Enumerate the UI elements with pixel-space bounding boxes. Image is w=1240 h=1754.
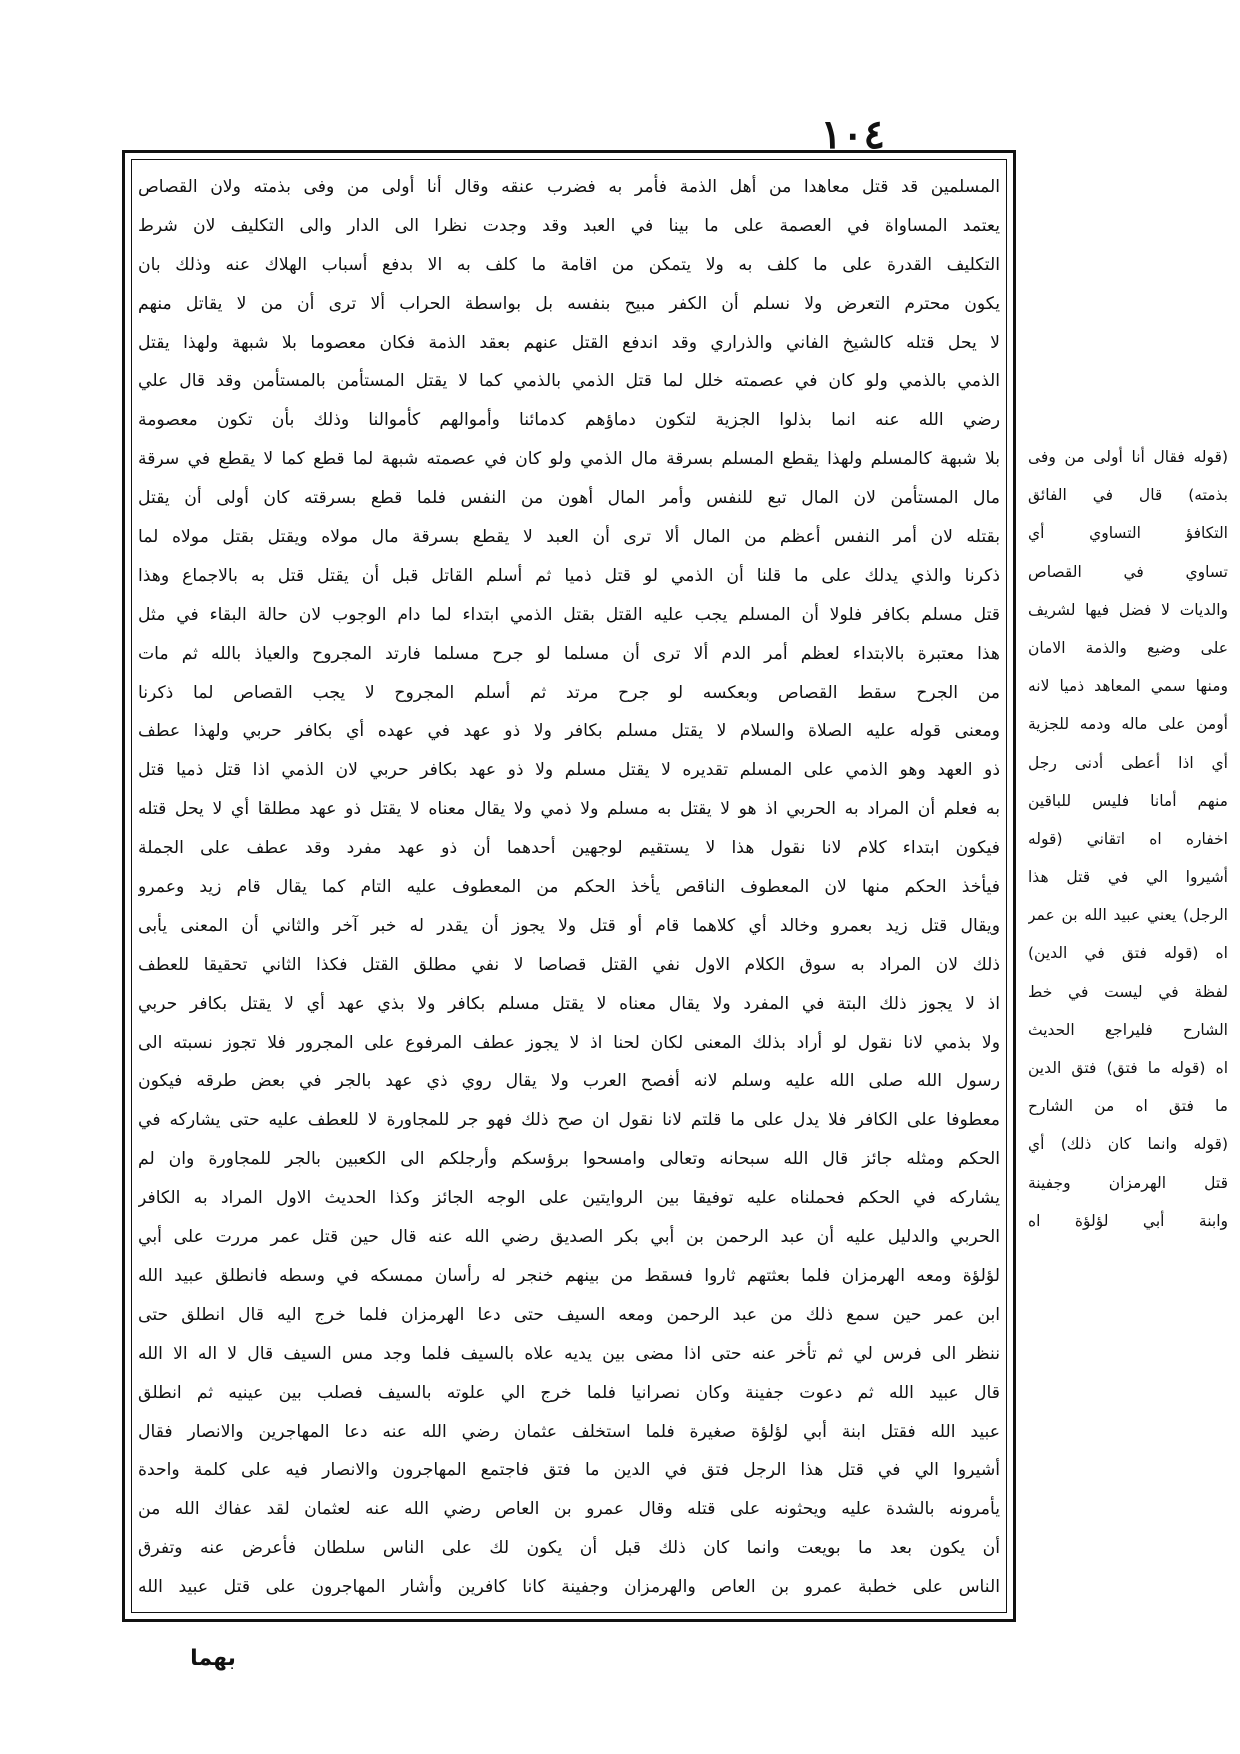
margin-note-line: أشيروا الي في قتل هذا [1028,868,1228,887]
margin-note-line: اه (قوله فتق في الدين) [1028,944,1228,963]
main-text-line: أشيروا الي في قتل هذا الرجل فتق في الدين ما فتق فاجتمع المهاجرون والانصار فيه على كلمة واحدة [138,1460,1000,1481]
margin-notes [1028,438,1228,1240]
main-text-line: اذ لا يجوز ذلك البتة في المفرد ولا يقال معناه لا يقتل مسلم بكافر ولا بذي عهد أي لا يقتل بكافر حربي [138,993,1000,1014]
margin-note-line: التكافؤ التساوي أي [1028,524,1228,543]
main-text-line: ويقال قتل زيد بعمرو وخالد أي كلاهما قام أو قتل ولا يجوز أن يقدر له خبر آخر والثاني أن المعنى يأبى [138,915,1000,936]
margin-note-line: لفظة في ليست في خط [1028,982,1228,1001]
margin-note-line: تساوي في القصاص [1028,562,1228,581]
main-text-line: رسول الله صلى الله عليه وسلم لانه أفصح العرب ولا يقال روي ذي عهد بالجر في بعض طرقه فيكون [138,1071,1000,1092]
margin-note-line: أومن على ماله ودمه للجزية [1028,715,1228,734]
margin-note-line: اخفاره اه اتقاني (قوله [1028,829,1228,848]
main-text-line: يشاركه في الحكم فحملناه عليه توفيقا بين الروايتين على الوجه الجائز وكذا الحديث الاول المراد به الكافر [138,1188,1000,1209]
margin-note-line: (قوله فقال أنا أولى من وفى [1028,448,1228,466]
margin-note-line: والديات لا فضل فيها لشريف [1028,600,1228,619]
main-text-line: يكون محترم التعرض ولا نسلم أن الكفر مبيح بنفسه بل بواسطة الحراب ألا ترى أن من لا يقاتل منهم [138,293,1000,314]
margin-note-line: منهم أمانا فليس للباقين [1028,791,1228,810]
margin-note-line: (قوله وانما كان ذلك) أي [1028,1135,1228,1154]
main-text-line: ولا بذمي لانا نقول لو أراد بذلك المعنى لكان لحنا اذ لا يجوز عطف المرفوع على المجرور فلا تجوز نسبته الى [138,1032,1000,1053]
main-text-line: لا يحل قتله كالشيخ الفاني والذراري وقد اندفع القتل عنهم بعقد الذمة فكان معصوما بلا شبهة ولهذا يقتل [138,332,1000,353]
main-text-line: المسلمين قد قتل معاهدا من أهل الذمة فأمر به فضرب عنقه وقال أنا أولى من وفى بذمته ولان القصاص [138,177,1000,197]
margin-note-line: بذمته) قال في الفائق [1028,486,1228,505]
main-text-line: الناس على خطبة عمرو بن العاص والهرمزان وجفينة كانا كافرين وأشار المهاجرون على قتل عبيد الله [138,1577,1000,1598]
main-text-line: ابن عمر حين سمع ذلك من عبد الرحمن ومعه السيف حتى دعا الهرمزان فلما خرج اليه قال انطلق حتى [138,1304,1000,1325]
margin-note-line: ما فتق اه من الشارح [1028,1097,1228,1116]
main-text-line: هذا معتبرة بالابتداء لعظم أمر الدم ألا ترى أن مسلما لو جرح مسلما فارتد المجروح والعياذ بالله ثم مات [138,643,1000,664]
margin-note-line: أي اذا أعطى أدنى رجل [1028,753,1228,772]
margin-note-line: على وضيع والذمة الامان [1028,638,1228,657]
main-text-line: رضي الله عنه انما بذلوا الجزية لتكون دماؤهم كدمائنا وأموالهم كأموالنا وذلك بأن تكون معصومة [138,410,1000,431]
main-text-line: فيكون ابتداء كلام لانا نقول هذا لا يستقيم لوجهين أحدهما أن ذو عهد مفرد وقد عطف على الجملة [138,838,1000,859]
main-text-line: فيأخذ الحكم منها لان المعطوف الناقص يأخذ الحكم من المعطوف عليه التام كما يقال قام زيد وعمرو [138,877,1000,898]
main-text-line: قال عبيد الله ثم دعوت جفينة وكان نصرانيا فلما خرج الي علوته بالسيف فصلب بين عينيه ثم انطلق [138,1382,1000,1403]
main-text-line: ذكرنا والذي يدلك على ما قلنا أن الذمي لو قتل ذميا ثم أسلم القاتل قبل أن يقتل قتل به بالاجماع وهذا [138,565,1000,586]
margin-note-line: قتل الهرمزان وجفينة [1028,1173,1228,1192]
main-text-line: ذلك لان المراد به سوق الكلام الاول نفي القتل قصاصا لا نفي مطلق القتل فكذا الثاني تحقيقا للعطف [138,954,1000,975]
main-text-line: ومعنى قوله عليه الصلاة والسلام لا يقتل مسلم بكافر ولا ذو عهد في عهده أي بكافر حربي ولهذا عطف [138,721,1000,742]
main-text-line: معطوفا على الكافر فلا يدل على ما قلتم لانا نقول ان صح ذلك فهو جر للمجاورة لا للعطف عليه حتى يشاركه في [138,1110,1000,1131]
main-text-line: يأمرونه بالشدة عليه ويحثونه على قتله وقال عمرو بن العاص رضي الله عنه لعثمان لقد عفاك الله من [138,1499,1000,1520]
margin-note-line: الرجل) يعني عبيد الله بن عمر [1028,906,1228,925]
catchword: بهما [190,1646,236,1671]
main-text-line: الحكم ومثله جائز قال الله سبحانه وتعالى وامسحوا برؤسكم وأرجلكم الى الكعبين بالجر للمجاورة وان لم [138,1149,1000,1170]
main-text-line: ننظر الى فرس لي ثم تأخر عنه حتى اذا مضى بين يديه علاه بالسيف فلما وجد مس السيف قال لا اله الا الله [138,1343,1000,1364]
main-text-line: عبيد الله فقتل ابنة أبي لؤلؤة صغيرة فلما استخلف عثمان رضي الله عنه دعا المهاجرين والانصار فقال [138,1421,1000,1442]
margin-note-line: اه (قوله ما فتق) فتق الدين [1028,1059,1228,1077]
margin-note-line: ومنها سمي المعاهد ذميا لانه [1028,677,1228,696]
main-text-line: مال المستأمن لان المال تبع للنفس وأمر المال أهون من النفس فلما قطع بسرقته كان أولى أن يقتل [138,488,1000,509]
main-text-line: أن يكون بعد ما بويعت وانما كان ذلك قبل أن يكون لك على الناس سلطان فأعرض عنه وتفرق [138,1538,1000,1559]
main-text-block [138,168,1000,1608]
main-text-line: بقتله لان أمر النفس أعظم من المال ألا ترى أن العبد لا يقطع بسرقة مال مولاه ويقتل بقتل مولاه لما [138,527,1000,548]
main-text-line: الحربي والدليل عليه أن عبد الرحمن بن أبي بكر الصديق رضي الله عنه قال حين قتل عمر مررت على أبي [138,1227,1000,1248]
main-text-line: ذو العهد وهو الذمي على المسلم تقديره لا يقتل مسلم ولا ذو عهد بكافر حربي لان الذمي اذا قتل ذميا قتل [138,760,1000,781]
margin-note-line: الشارح فليراجع الحديث [1028,1020,1228,1039]
main-text-line: لؤلؤة ومعه الهرمزان فلما بعثتهم ثاروا فسقط من بينهم خنجر له رأسان ممسكه في وسطه فانطلق عبيد الله [138,1265,1000,1286]
page-number: ١٠٤ [820,111,885,158]
main-text-line: التكليف القدرة على ما كلف به ولا يتمكن من اقامة ما كلف به الا بدفع أسباب الهلاك عنه وذلك بان [138,254,1000,275]
margin-note-line: وابنة أبي لؤلؤة اه [1028,1211,1228,1230]
main-text-line: قتل مسلم بكافر فلولا أن المسلم يجب عليه القتل بقتل الذمي ابتداء لما دام الوجوب لان حالة البقاء في مثل [138,604,1000,625]
main-text-line: يعتمد المساواة في العصمة على ما بينا في العبد وقد وجدت نظرا الى الدار والى التكليف لان شرط [138,215,1000,236]
main-text-line: من الجرح سقط القصاص وبعكسه لو جرح مرتد ثم أسلم المجروح لا يجب القصاص لما ذكرنا [138,682,1000,703]
main-text-line: بلا شبهة كالمسلم ولهذا يقطع المسلم بسرقة مال الذمي ولو كان في عصمته شبهة لما قطع كما لا يقطع في سرقة [138,449,1000,470]
main-text-line: به فعلم أن المراد به الحربي اذ هو لا يقتل به مسلم ولا ذمي ولا يقال معناه لا يقتل ذو عهد مطلقا أي لا يحل قتله [138,799,1000,820]
main-text-line: الذمي بالذمي ولو كان في عصمته خلل لما قتل الذمي بالذمي كما لا يقتل المستأمن بالمستأمن وقد قال علي [138,371,1000,392]
